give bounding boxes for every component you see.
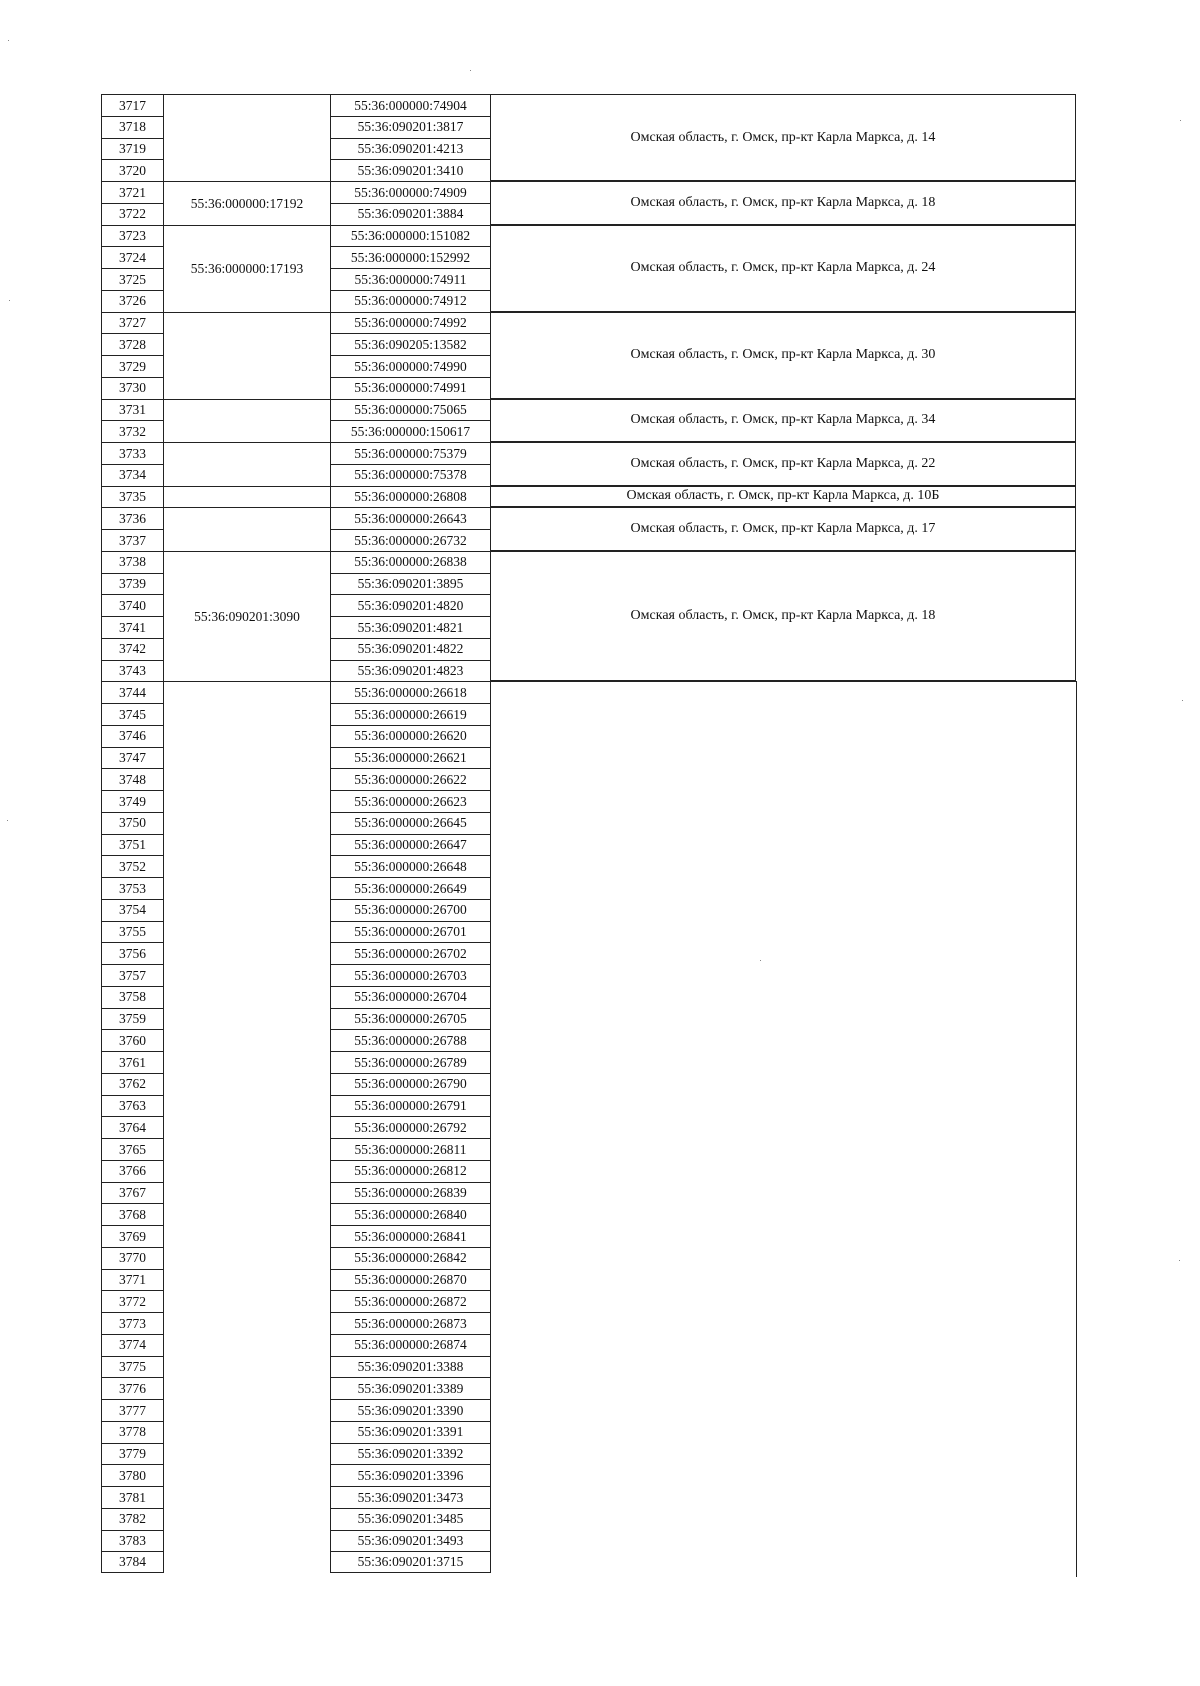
cadastral-number-cell: 55:36:000000:26620: [330, 725, 491, 747]
row-number-cell: 3747: [101, 747, 164, 769]
parent-cadastral-cell: [164, 486, 330, 508]
row-number-cell: 3760: [101, 1029, 164, 1051]
row-number-cell: 3749: [101, 790, 164, 812]
row-number-cell: 3742: [101, 638, 164, 660]
cadastral-number-cell: 55:36:090201:3392: [330, 1443, 491, 1465]
row-number-cell: 3758: [101, 986, 164, 1008]
scan-speck: [760, 960, 761, 961]
row-number-cell: 3776: [101, 1377, 164, 1399]
row-number-cell: 3784: [101, 1551, 164, 1573]
row-number-cell: 3774: [101, 1334, 164, 1356]
row-number-cell: 3730: [101, 377, 164, 399]
row-number-cell: 3748: [101, 768, 164, 790]
row-number-cell: 3762: [101, 1073, 164, 1095]
scan-speck: [1180, 120, 1181, 121]
cadastral-number-cell: 55:36:000000:26790: [330, 1073, 491, 1095]
cadastral-number-cell: 55:36:090205:13582: [330, 333, 491, 355]
cadastral-number-cell: 55:36:090201:4823: [330, 660, 491, 682]
row-number-cell: 3783: [101, 1530, 164, 1552]
cadastral-number-cell: 55:36:000000:26732: [330, 529, 491, 551]
cadastral-number-cell: 55:36:090201:4213: [330, 138, 491, 160]
row-number-cell: 3745: [101, 703, 164, 725]
cadastral-number-cell: 55:36:000000:26623: [330, 790, 491, 812]
row-number-cell: 3741: [101, 616, 164, 638]
cadastral-number-cell: 55:36:090201:3396: [330, 1464, 491, 1486]
cadastral-number-cell: 55:36:000000:26647: [330, 834, 491, 856]
row-number-cell: 3733: [101, 442, 164, 464]
cadastral-number-cell: 55:36:090201:3391: [330, 1421, 491, 1443]
scan-speck: [8, 40, 9, 41]
row-number-cell: 3759: [101, 1008, 164, 1030]
cadastral-number-cell: 55:36:000000:26649: [330, 877, 491, 899]
row-number-cell: 3763: [101, 1095, 164, 1117]
cadastral-number-cell: 55:36:000000:26619: [330, 703, 491, 725]
cadastral-number-cell: 55:36:000000:26648: [330, 855, 491, 877]
cadastral-number-cell: 55:36:090201:3817: [330, 116, 491, 138]
row-number-cell: 3767: [101, 1182, 164, 1204]
cadastral-number-cell: 55:36:000000:26702: [330, 942, 491, 964]
row-number-cell: 3771: [101, 1269, 164, 1291]
cadastral-number-cell: 55:36:000000:26789: [330, 1051, 491, 1073]
row-number-cell: 3734: [101, 464, 164, 486]
cadastral-number-cell: 55:36:000000:26788: [330, 1029, 491, 1051]
scan-speck: [1179, 1260, 1180, 1261]
cadastral-number-cell: 55:36:090201:3473: [330, 1486, 491, 1508]
row-number-cell: 3722: [101, 203, 164, 225]
cadastral-number-cell: 55:36:000000:74991: [330, 377, 491, 399]
address-cell: Омская область, г. Омск, пр-кт Карла Маркса, д. 14: [491, 94, 1076, 181]
table-right-border: [1076, 681, 1077, 1577]
scan-speck: [7, 820, 8, 821]
parent-cadastral-cell: [164, 507, 330, 551]
row-number-cell: 3752: [101, 855, 164, 877]
address-cell: Омская область, г. Омск, пр-кт Карла Маркса, д. 30: [491, 312, 1076, 399]
cadastral-number-cell: 55:36:000000:26645: [330, 812, 491, 834]
row-number-cell: 3773: [101, 1312, 164, 1334]
address-cell: Омская область, г. Омск, пр-кт Карла Маркса, д. 22: [491, 442, 1076, 486]
row-number-cell: 3739: [101, 573, 164, 595]
parent-cadastral-cell: [164, 94, 330, 181]
row-number-cell: 3725: [101, 268, 164, 290]
row-number-cell: 3761: [101, 1051, 164, 1073]
row-number-cell: 3777: [101, 1399, 164, 1421]
parent-cadastral-cell: [164, 312, 330, 399]
row-number-cell: 3728: [101, 333, 164, 355]
cadastral-number-cell: 55:36:090201:3390: [330, 1399, 491, 1421]
row-number-cell: 3721: [101, 181, 164, 203]
row-number-cell: 3757: [101, 964, 164, 986]
row-number-cell: 3729: [101, 355, 164, 377]
row-number-cell: 3740: [101, 594, 164, 616]
cadastral-number-cell: 55:36:000000:26618: [330, 681, 491, 703]
row-number-cell: 3769: [101, 1225, 164, 1247]
parent-cadastral-cell: [164, 442, 330, 486]
cadastral-number-cell: 55:36:090201:4821: [330, 616, 491, 638]
row-number-cell: 3756: [101, 942, 164, 964]
cadastral-number-cell: 55:36:000000:151082: [330, 225, 491, 247]
row-number-cell: 3717: [101, 94, 164, 116]
cadastral-number-cell: 55:36:000000:26701: [330, 921, 491, 943]
cadastral-number-cell: 55:36:000000:74904: [330, 94, 491, 116]
address-cell: [491, 681, 1076, 1573]
row-number-cell: 3726: [101, 290, 164, 312]
cadastral-number-cell: 55:36:000000:26872: [330, 1290, 491, 1312]
scan-speck: [470, 70, 471, 71]
cadastral-number-cell: 55:36:090201:3485: [330, 1508, 491, 1530]
row-number-cell: 3754: [101, 899, 164, 921]
parent-cadastral-cell: [164, 681, 330, 1573]
row-number-cell: 3766: [101, 1160, 164, 1182]
row-number-cell: 3731: [101, 399, 164, 421]
parent-cadastral-cell: 55:36:000000:17193: [164, 225, 330, 312]
cadastral-number-cell: 55:36:000000:74990: [330, 355, 491, 377]
cadastral-number-cell: 55:36:000000:26839: [330, 1182, 491, 1204]
cadastral-number-cell: 55:36:000000:74992: [330, 312, 491, 334]
cadastral-number-cell: 55:36:000000:26870: [330, 1269, 491, 1291]
cadastral-number-cell: 55:36:000000:26792: [330, 1116, 491, 1138]
row-number-cell: 3750: [101, 812, 164, 834]
address-cell: Омская область, г. Омск, пр-кт Карла Маркса, д. 10Б: [491, 486, 1076, 508]
cadastral-number-cell: 55:36:090201:3884: [330, 203, 491, 225]
cadastral-number-cell: 55:36:000000:26621: [330, 747, 491, 769]
row-number-cell: 3781: [101, 1486, 164, 1508]
row-number-cell: 3743: [101, 660, 164, 682]
cadastral-number-cell: 55:36:000000:26643: [330, 507, 491, 529]
row-number-cell: 3727: [101, 312, 164, 334]
row-number-cell: 3732: [101, 420, 164, 442]
cadastral-number-cell: 55:36:090201:4822: [330, 638, 491, 660]
cadastral-number-cell: 55:36:000000:26622: [330, 768, 491, 790]
row-number-cell: 3782: [101, 1508, 164, 1530]
cadastral-number-cell: 55:36:090201:4820: [330, 594, 491, 616]
cadastral-number-cell: 55:36:000000:74912: [330, 290, 491, 312]
row-number-cell: 3753: [101, 877, 164, 899]
row-number-cell: 3746: [101, 725, 164, 747]
cadastral-number-cell: 55:36:090201:3410: [330, 159, 491, 181]
row-number-cell: 3764: [101, 1116, 164, 1138]
row-number-cell: 3738: [101, 551, 164, 573]
cadastral-number-cell: 55:36:000000:26808: [330, 486, 491, 508]
cadastral-number-cell: 55:36:090201:3389: [330, 1377, 491, 1399]
cadastral-number-cell: 55:36:000000:74911: [330, 268, 491, 290]
cadastral-number-cell: 55:36:000000:75379: [330, 442, 491, 464]
cadastral-number-cell: 55:36:000000:26841: [330, 1225, 491, 1247]
cadastral-number-cell: 55:36:000000:75378: [330, 464, 491, 486]
parent-cadastral-cell: [164, 399, 330, 443]
cadastral-number-cell: 55:36:000000:26704: [330, 986, 491, 1008]
parent-cadastral-cell: 55:36:000000:17192: [164, 181, 330, 225]
address-cell: Омская область, г. Омск, пр-кт Карла Маркса, д. 18: [491, 551, 1076, 682]
cadastral-number-cell: 55:36:090201:3388: [330, 1356, 491, 1378]
cadastral-number-cell: 55:36:000000:26842: [330, 1247, 491, 1269]
cadastral-number-cell: 55:36:000000:26705: [330, 1008, 491, 1030]
row-number-cell: 3755: [101, 921, 164, 943]
cadastral-number-cell: 55:36:000000:26812: [330, 1160, 491, 1182]
cadastral-number-cell: 55:36:000000:26838: [330, 551, 491, 573]
cadastral-number-cell: 55:36:000000:152992: [330, 246, 491, 268]
row-number-cell: 3719: [101, 138, 164, 160]
row-number-cell: 3735: [101, 486, 164, 508]
cadastral-number-cell: 55:36:000000:26700: [330, 899, 491, 921]
cadastral-number-cell: 55:36:000000:26791: [330, 1095, 491, 1117]
address-cell: Омская область, г. Омск, пр-кт Карла Маркса, д. 18: [491, 181, 1076, 225]
cadastral-number-cell: 55:36:090201:3493: [330, 1530, 491, 1552]
row-number-cell: 3744: [101, 681, 164, 703]
row-number-cell: 3779: [101, 1443, 164, 1465]
cadastral-number-cell: 55:36:000000:26840: [330, 1203, 491, 1225]
cadastral-number-cell: 55:36:000000:26811: [330, 1138, 491, 1160]
row-number-cell: 3770: [101, 1247, 164, 1269]
row-number-cell: 3720: [101, 159, 164, 181]
row-number-cell: 3768: [101, 1203, 164, 1225]
cadastral-number-cell: 55:36:000000:26873: [330, 1312, 491, 1334]
scan-speck: [9, 300, 10, 301]
row-number-cell: 3775: [101, 1356, 164, 1378]
address-cell: Омская область, г. Омск, пр-кт Карла Маркса, д. 24: [491, 225, 1076, 312]
row-number-cell: 3723: [101, 225, 164, 247]
row-number-cell: 3736: [101, 507, 164, 529]
cadastral-number-cell: 55:36:000000:26874: [330, 1334, 491, 1356]
address-cell: Омская область, г. Омск, пр-кт Карла Маркса, д. 34: [491, 399, 1076, 443]
parent-cadastral-cell: 55:36:090201:3090: [164, 551, 330, 682]
cadastral-number-cell: 55:36:000000:75065: [330, 399, 491, 421]
cadastral-number-cell: 55:36:000000:150617: [330, 420, 491, 442]
row-number-cell: 3780: [101, 1464, 164, 1486]
row-number-cell: 3751: [101, 834, 164, 856]
row-number-cell: 3718: [101, 116, 164, 138]
cadastral-number-cell: 55:36:090201:3895: [330, 573, 491, 595]
scan-speck: [1182, 700, 1183, 701]
row-number-cell: 3737: [101, 529, 164, 551]
cadastral-number-cell: 55:36:000000:26703: [330, 964, 491, 986]
cadastral-number-cell: 55:36:000000:74909: [330, 181, 491, 203]
row-number-cell: 3765: [101, 1138, 164, 1160]
row-number-cell: 3724: [101, 246, 164, 268]
row-number-cell: 3778: [101, 1421, 164, 1443]
row-number-cell: 3772: [101, 1290, 164, 1312]
address-cell: Омская область, г. Омск, пр-кт Карла Маркса, д. 17: [491, 507, 1076, 551]
cadastral-number-cell: 55:36:090201:3715: [330, 1551, 491, 1573]
